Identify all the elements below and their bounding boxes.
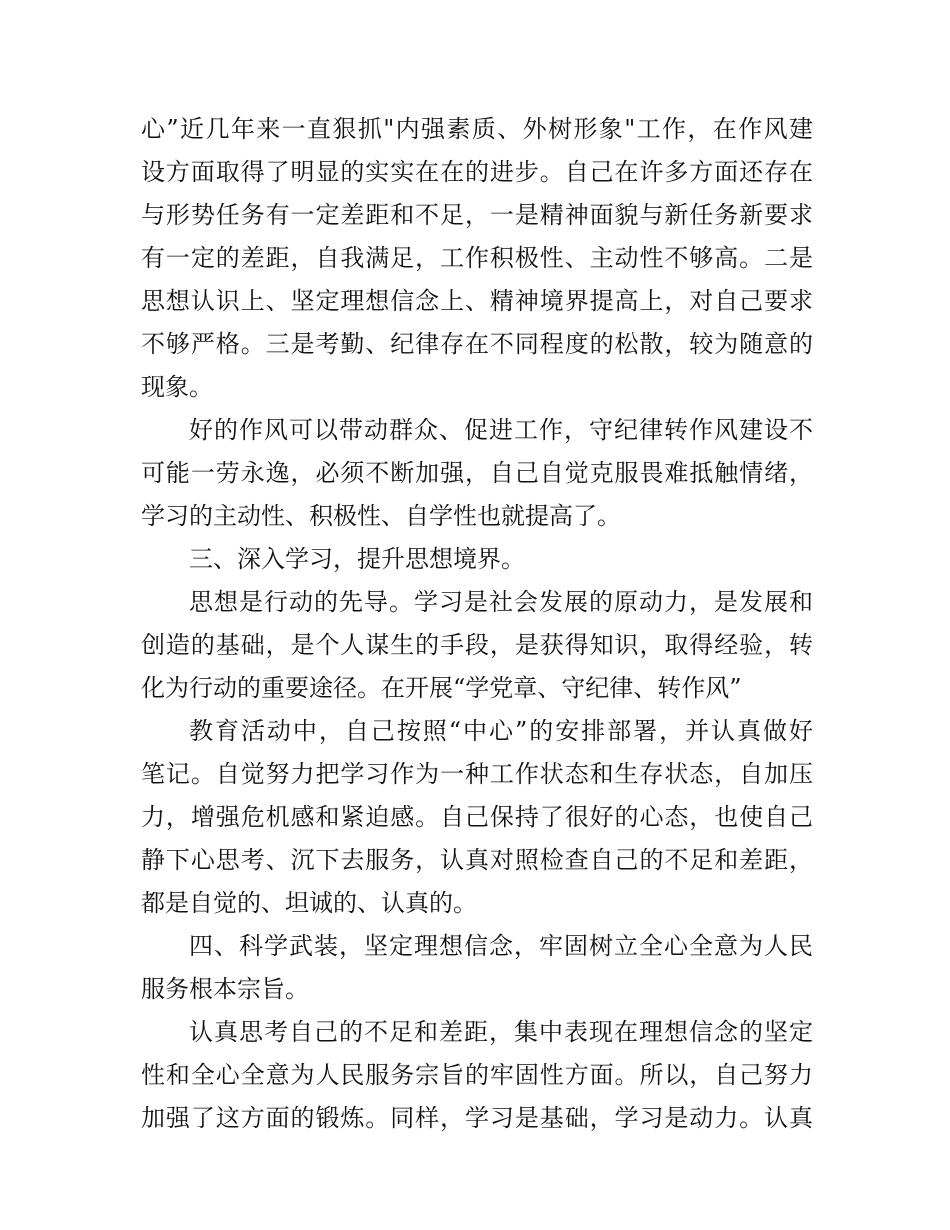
section-heading-continuation: 服务根本宗旨。 [141,975,309,1003]
section-heading: 四、科学武装，坚定理想信念，牢固树立全心全意为人民 [189,932,813,960]
text-line: 静下心思考、沉下去服务，认真对照检查自己的不足和差距， [141,846,813,874]
text-line: 力，增强危机感和紧迫感。自己保持了很好的心态，也使自己 [141,803,813,831]
section-heading: 三、深入学习，提升思想境界。 [189,545,525,573]
text-line: 不够严格。三是考勤、纪律存在不同程度的松散，较为随意的 [141,330,813,358]
document-body [141,108,813,1140]
paragraph-first-line: 认真思考自己的不足和差距，集中表现在理想信念的坚定 [189,1018,813,1046]
paragraph-first-line: 教育活动中，自己按照“中心”的安排部署，并认真做好 [189,717,813,745]
text-line: 与形势任务有一定差距和不足，一是精神面貌与新任务新要求 [141,201,813,229]
paragraph-first-line: 好的作风可以带动群众、促进工作，守纪律转作风建设不 [189,416,813,444]
text-line: 心”近几年来一直狠抓"内强素质、外树形象"工作，在作风建 [141,115,813,143]
text-line: 有一定的差距，自我满足，工作积极性、主动性不够高。二是 [141,244,813,272]
text-line: 现象。 [141,373,213,401]
text-line: 可能一劳永逸，必须不断加强，自己自觉克服畏难抵触情绪， [141,459,813,487]
text-line: 化为行动的重要途径。在开展“学党章、守纪律、转作风” [141,674,742,702]
text-line: 性和全心全意为人民服务宗旨的牢固性方面。所以，自己努力 [141,1061,813,1089]
paragraph-first-line: 思想是行动的先导。学习是社会发展的原动力，是发展和 [189,588,813,616]
text-line: 加强了这方面的锻炼。同样，学习是基础，学习是动力。认真 [141,1104,813,1132]
text-line: 设方面取得了明显的实实在在的进步。自己在许多方面还存在 [141,158,813,186]
text-line: 笔记。自觉努力把学习作为一种工作状态和生存状态，自加压 [141,760,813,788]
text-line: 创造的基础，是个人谋生的手段，是获得知识，取得经验，转 [141,631,813,659]
text-line: 学习的主动性、积极性、自学性也就提高了。 [141,502,621,530]
text-line: 思想认识上、坚定理想信念上、精神境界提高上，对自己要求 [141,287,813,315]
text-line: 都是自觉的、坦诚的、认真的。 [141,889,477,917]
